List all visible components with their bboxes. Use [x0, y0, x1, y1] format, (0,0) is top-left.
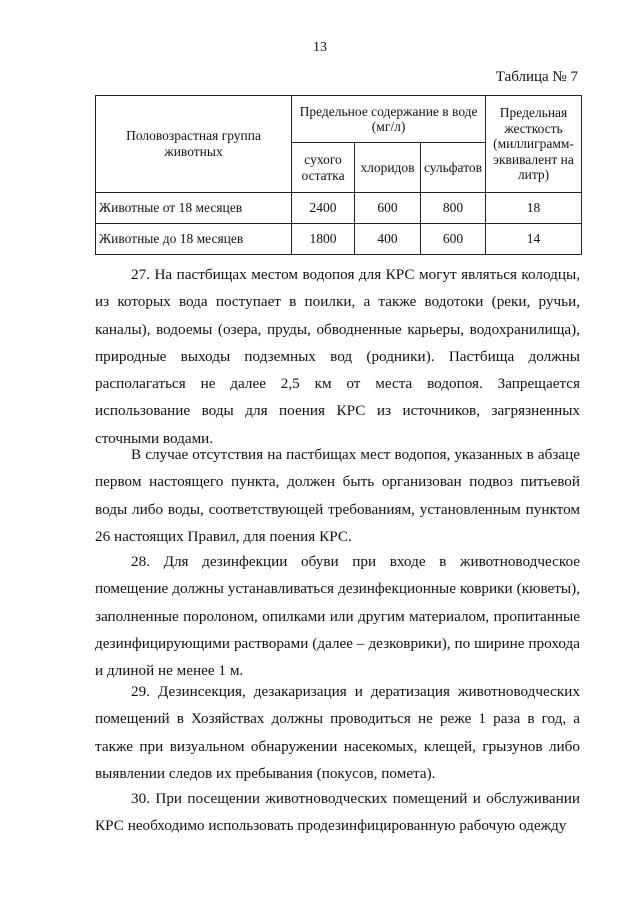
sulfates-header-cell: сульфатов: [420, 143, 485, 193]
paragraph-text: 29. Дезинсекция, дезакаризация и дератизация животноводческих помещений в Хозяйствах должны проводиться не реже 1 раза в год, а также при визуальном обнаружении насекомых, клещей, грызунов либо выявлении следов их пребывания (покусов, помета).: [95, 683, 580, 782]
group-cell: Животные от 18 месяцев: [96, 193, 292, 224]
chlorides-cell: 400: [354, 224, 420, 255]
table-header-row: [96, 96, 582, 143]
table-caption: Таблица № 7: [495, 69, 578, 85]
chlorides-header-cell: хлоридов: [354, 143, 420, 193]
sulfates-cell: 600: [420, 224, 485, 255]
dry-residue-cell: 1800: [292, 224, 355, 255]
paragraph-27-second: [95, 441, 580, 550]
paragraph-29: [95, 678, 580, 787]
dry-residue-header-cell: сухого остатка: [292, 143, 355, 193]
paragraph-text: 30. При посещении животноводческих помещений и обслуживании КРС необходимо использовать продезинфицированную рабочую одежду: [95, 790, 580, 835]
page-number: 13: [313, 40, 327, 55]
paragraph-30: [95, 785, 580, 840]
group-header-cell: Половозрастная группа животных: [96, 96, 292, 193]
paragraph-28: [95, 548, 580, 684]
sulfates-cell: 800: [420, 193, 485, 224]
chlorides-cell: 600: [354, 193, 420, 224]
hardness-cell: 14: [486, 224, 582, 255]
content-header-cell: Предельное содержание в воде (мг/л): [292, 96, 486, 143]
hardness-cell: 18: [486, 193, 582, 224]
table-row: [96, 193, 582, 224]
group-cell: Животные до 18 месяцев: [96, 224, 292, 255]
table-row: [96, 224, 582, 255]
paragraph-text: 27. На пастбищах местом водопоя для КРС могут являться колодцы, из которых вода поступает в поилки, а также водотоки (реки, ручьи, каналы), водоемы (озера, пруды, обводненные карьеры, водохранилища), природные выходы подземных вод (родники). Пастбища должны располагаться не далее 2,5 км от места водопоя. Запрещается использование воды для поения КРС из источников, загрязненных сточными водами.: [95, 266, 580, 447]
water-limits-table: [95, 95, 582, 255]
paragraph-27: [95, 261, 580, 452]
dry-residue-cell: 2400: [292, 193, 355, 224]
hardness-header-cell: Предельная жесткость (миллиграмм-эквивалент на литр): [486, 96, 582, 193]
paragraph-text: В случае отсутствия на пастбищах мест водопоя, указанных в абзаце первом настоящего пункта, должен быть организован подвоз питьевой воды либо воды, соответствующей требованиям, установленным пунктом 26 настоящих Правил, для поения КРС.: [95, 446, 580, 545]
paragraph-text: 28. Для дезинфекции обуви при входе в животноводческое помещение должны устанавливаться дезинфекционные коврики (кюветы), заполненные поролоном, опилками или другим материалом, пропитанные дезинфицирующими растворами (далее – дезковрики), по ширине прохода и длиной не менее 1 м.: [95, 553, 580, 680]
